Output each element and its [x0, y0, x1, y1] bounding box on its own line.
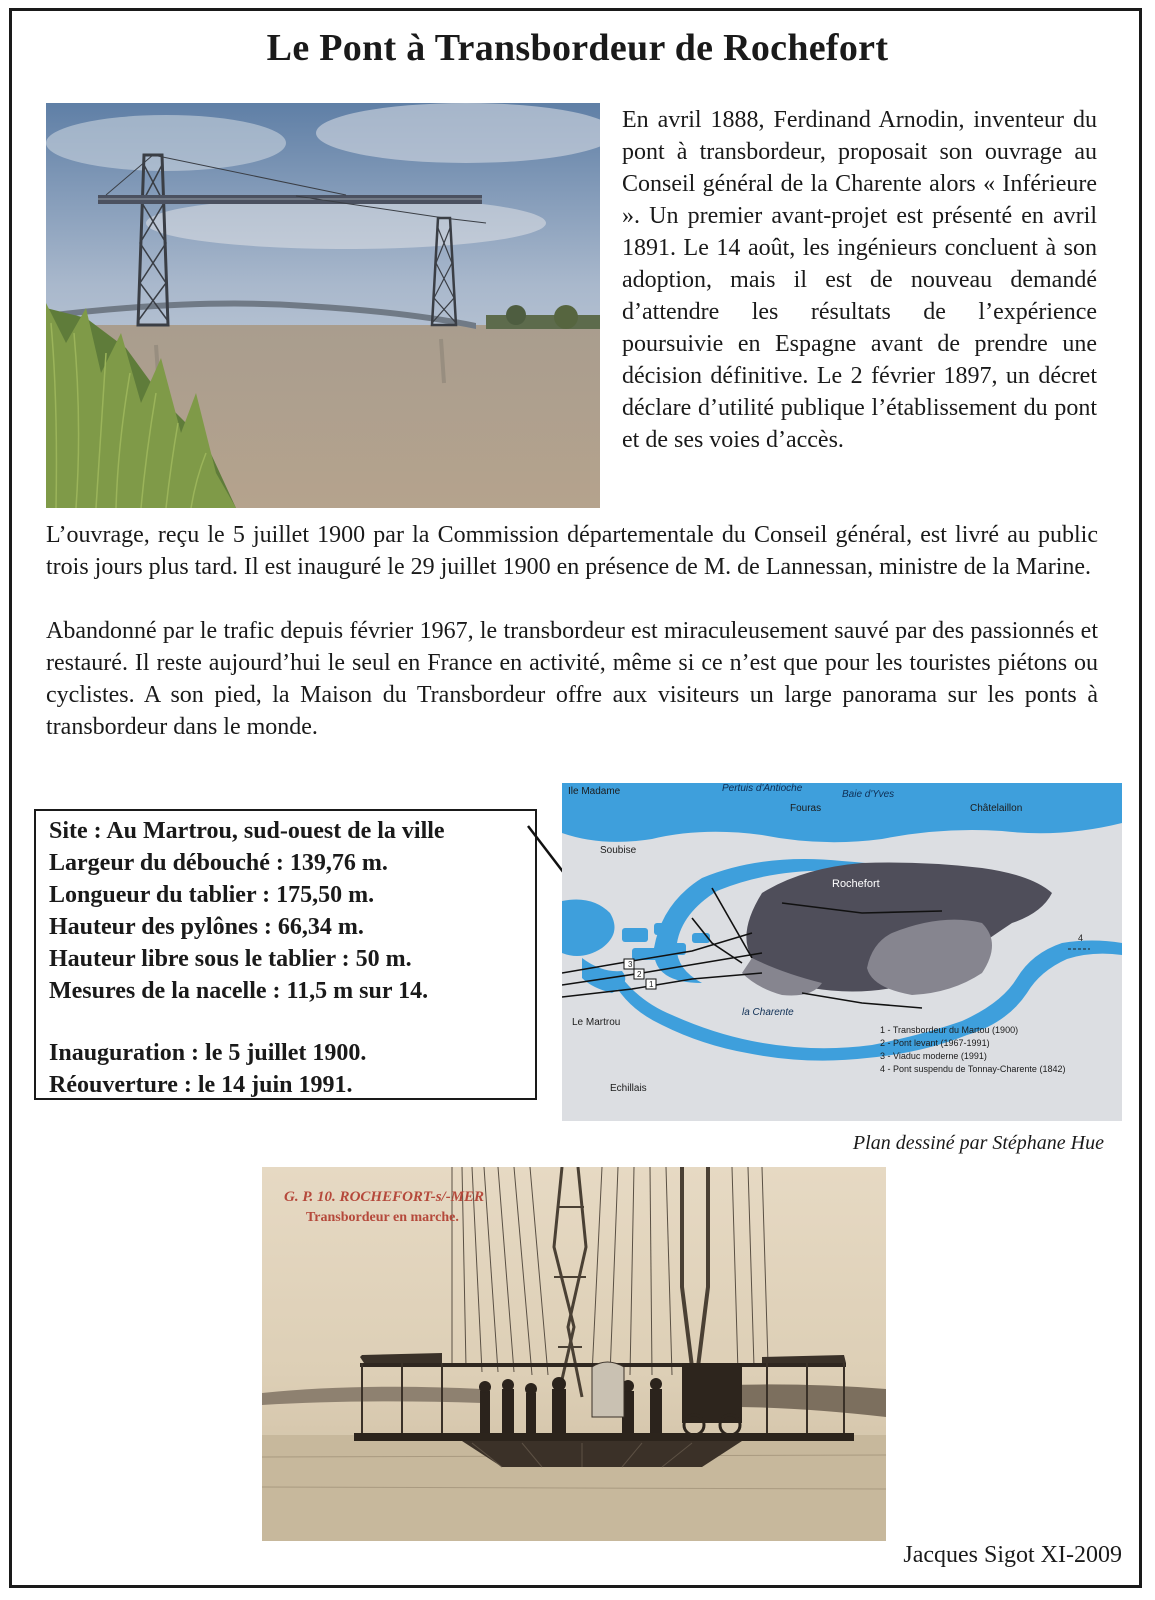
- map-marker-1: 1: [649, 980, 654, 989]
- map-label-ile-madame: Ile Madame: [568, 786, 621, 797]
- map-label-la-charente: la Charente: [742, 1007, 794, 1018]
- vintage-postcard: [262, 1167, 886, 1541]
- map-caption: Plan dessiné par Stéphane Hue: [852, 1132, 1104, 1154]
- fact-longueur: Longueur du tablier : 175,50 m.: [49, 882, 375, 908]
- fact-hauteur-libre: Hauteur libre sous le tablier : 50 m.: [49, 946, 412, 972]
- map-label-rochefort: Rochefort: [832, 878, 880, 890]
- map-label-echillais: Echillais: [610, 1083, 647, 1094]
- fact-hauteur-pylones: Hauteur des pylônes : 66,34 m.: [49, 914, 364, 940]
- fact-nacelle: Mesures de la nacelle : 11,5 m sur 14.: [49, 978, 429, 1004]
- map-label-soubise: Soubise: [600, 845, 637, 856]
- map-legend-item: 3 - Viaduc moderne (1991): [880, 1051, 987, 1061]
- intro-paragraph: En avril 1888, Ferdinand Arnodin, inventeur du pont à transbordeur, proposait son ouvrage au Conseil général de la Charente alors « Inférieure ». Un premier avant-projet est présenté en avril 1891. Le 14 août, les ingénieurs concluent à son adoption, mais il est de nouveau demandé d’attendre les résultats de l’expérience poursuivie en Espagne avant de prendre une décision définitive. Le 2 février 1897, un décret déclare d’utilité publique l’établissement du pont et de ses voies d’accès.: [622, 107, 1097, 453]
- location-map: [562, 783, 1122, 1121]
- map-label-baie: Baie d'Yves: [842, 789, 895, 800]
- postcard-caption-line1: G. P. 10. ROCHEFORT-s/-MER: [284, 1189, 485, 1205]
- fact-reouverture: Réouverture : le 14 juin 1991.: [49, 1072, 353, 1098]
- fact-inauguration: Inauguration : le 5 juillet 1900.: [49, 1040, 367, 1066]
- map-label-chatelaillon: Châtelaillon: [970, 803, 1023, 814]
- map-label-le-martrou: Le Martrou: [572, 1017, 621, 1028]
- postcard-caption-line2: Transbordeur en marche.: [306, 1210, 459, 1225]
- paragraph-inauguration: L’ouvrage, reçu le 5 juillet 1900 par la Commission départementale du Conseil général, est livré au public trois jours plus tard. Il est inauguré le 29 juillet 1900 en présence de M. de Lannessan, ministre de la Marine.: [46, 522, 1098, 580]
- map-legend-item: 4 - Pont suspendu de Tonnay-Charente (1842): [880, 1064, 1066, 1074]
- map-marker-3: 3: [628, 960, 633, 969]
- fact-site: Site : Au Martrou, sud-ouest de la ville: [49, 818, 445, 844]
- author-signature: Jacques Sigot XI-2009: [903, 1542, 1122, 1568]
- fact-largeur: Largeur du débouché : 139,76 m.: [49, 850, 388, 876]
- map-label-pertuis: Pertuis d'Antioche: [722, 783, 803, 794]
- paragraph-restoration: Abandonné par le trafic depuis février 1967, le transbordeur est miraculeusement sauvé par des passionnés et restauré. Il reste aujourd’hui le seul en France en activité, même si ce n’est que pour les touristes piétons ou cyclistes. A son pied, la Maison du Transbordeur offre aux visiteurs un large panorama sur les ponts à transbordeur dans le monde.: [46, 618, 1098, 740]
- map-marker-2: 2: [637, 970, 642, 979]
- map-marker-4: 4: [1078, 933, 1084, 943]
- page-title: Le Pont à Transbordeur de Rochefort: [266, 27, 889, 69]
- map-legend-item: 1 - Transbordeur du Martou (1900): [880, 1025, 1019, 1035]
- map-label-fouras: Fouras: [790, 803, 822, 814]
- map-legend-item: 2 - Pont levant (1967-1991): [880, 1038, 990, 1048]
- bridge-photo: [46, 103, 600, 508]
- facts-box: [34, 809, 537, 1100]
